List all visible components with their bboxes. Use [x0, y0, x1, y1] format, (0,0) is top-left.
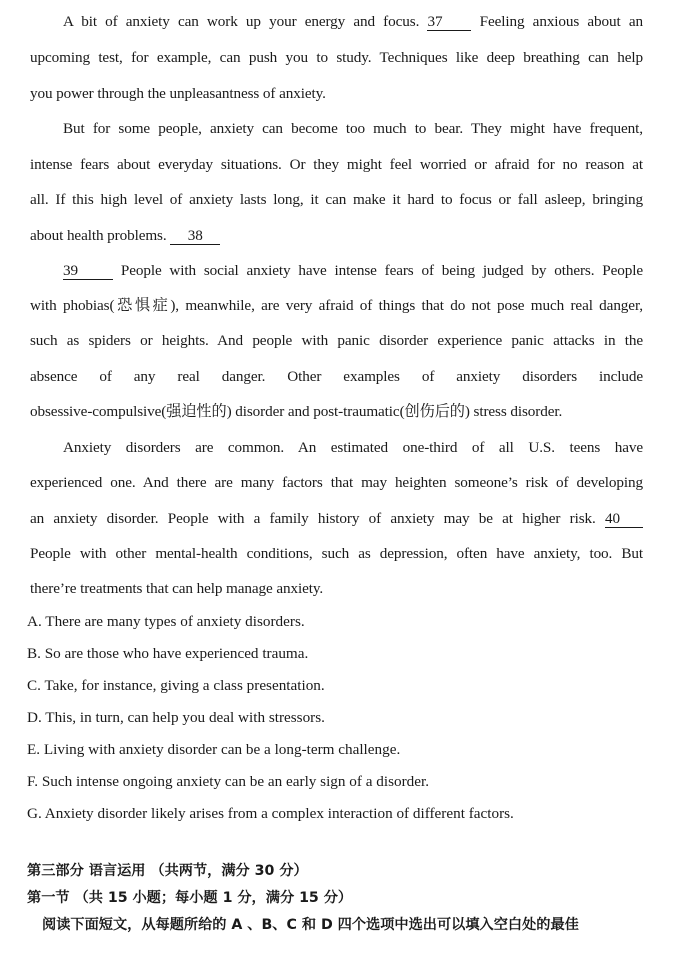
passage-p4-line3: [30, 509, 643, 529]
option-b: B. So are those who have experienced trauma.: [27, 645, 309, 662]
passage-p3-line4: absence of any real danger. Other examples of anxiety disorders include: [30, 368, 643, 385]
passage-p1-line1: [63, 12, 643, 32]
p1-line1-after: Feeling anxious about an: [479, 13, 643, 30]
instruction-text: 阅读下面短文，从每题所给的 A 、B、C 和 D 四个选项中选出可以填入空白处的最佳: [42, 917, 579, 933]
option-d: D. This, in turn, can help you deal with stressors.: [27, 709, 325, 726]
passage-p4-line1: Anxiety disorders are common. An estimated one-third of all U.S. teens have: [63, 439, 643, 456]
option-e: E. Living with anxiety disorder can be a long-term challenge.: [27, 741, 401, 758]
passage-p3-line1: [63, 261, 643, 281]
passage-p4-line5: there’re treatments that can help manage anxiety.: [30, 580, 324, 597]
p2-line4-before: about health problems.: [30, 227, 167, 244]
blank-39: 39: [63, 263, 113, 280]
passage-p3-line3: such as spiders or heights. And people with panic disorder experience panic attacks in the: [30, 332, 643, 349]
blank-40: 40: [605, 511, 643, 528]
passage-p2-line4: [30, 226, 643, 246]
section-one-heading: 第一节 （共 15 小题；每小题 1 分，满分 15 分）: [27, 890, 353, 906]
p4-line3-before: an anxiety disorder. People with a family history of anxiety may be at higher risk.: [30, 510, 596, 527]
option-c: C. Take, for instance, giving a class presentation.: [27, 677, 325, 694]
p3-line1-after: People with social anxiety have intense fears of being judged by others. People: [120, 262, 643, 279]
option-g: G. Anxiety disorder likely arises from a complex interaction of different factors.: [27, 805, 514, 822]
passage-p4-line2: experienced one. And there are many factors that may heighten someone’s risk of developing: [30, 474, 643, 491]
passage-p2-line3: all. If this high level of anxiety lasts long, it can make it hard to focus or fall asleep, bringing: [30, 191, 643, 208]
passage-p4-line4: People with other mental-health conditions, such as depression, often have anxiety, too. But: [30, 545, 643, 562]
passage-p3-line2: with phobias(恐惧症), meanwhile, are very afraid of things that do not pose much real danger,: [30, 297, 643, 314]
option-a: A. There are many types of anxiety disorders.: [27, 613, 305, 630]
passage-p2-line1: But for some people, anxiety can become too much to bear. They might have frequent,: [63, 120, 643, 137]
blank-37: 37: [427, 14, 471, 31]
p1-line1-before: A bit of anxiety can work up your energy and focus.: [63, 13, 420, 30]
passage-p1-line3: you power through the unpleasantness of anxiety.: [30, 85, 326, 102]
passage-p3-line5: obsessive-compulsive(强迫性的) disorder and post-traumatic(创伤后的) stress disorder.: [30, 403, 563, 420]
option-f: F. Such intense ongoing anxiety can be an early sign of a disorder.: [27, 773, 429, 790]
passage-p2-line2: intense fears about everyday situations. Or they might feel worried or afraid for no reason at: [30, 156, 643, 173]
part-three-heading: 第三部分 语言运用 （共两节，满分 30 分）: [27, 863, 308, 879]
blank-38: 38: [170, 228, 220, 245]
passage-p1-line2: upcoming test, for example, can push you to study. Techniques like deep breathing can help: [30, 49, 643, 66]
